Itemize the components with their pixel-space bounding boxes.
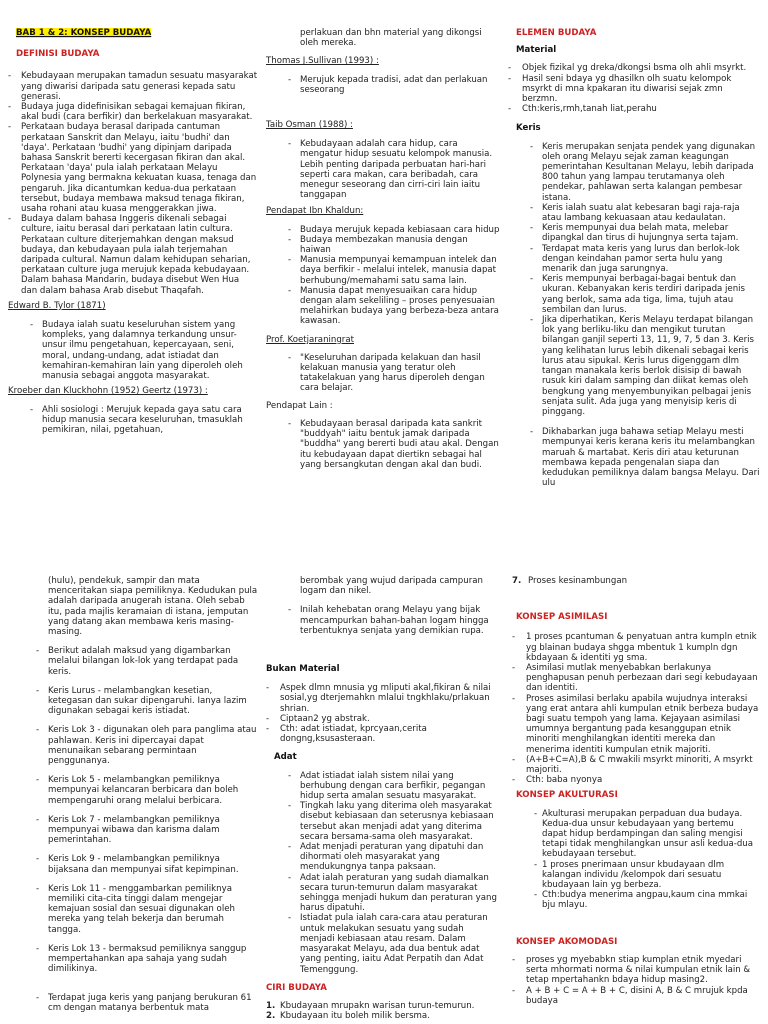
sullivan-heading: Thomas J.Sullivan (1993) : <box>266 56 379 67</box>
khaldun-heading: Pendapat Ibn Khaldun: <box>266 206 364 217</box>
ciri-item-7 <box>512 576 760 586</box>
lok-item: - Keris Lok 7 - melambangkan pemiliknya mempunyai wibawa dan karisma dalam pemerintahan. <box>14 815 258 846</box>
akulturasi-heading: KONSEP AKULTURASI <box>516 790 618 801</box>
column-1-top <box>8 28 258 435</box>
lok-item: - Keris Lurus - melambangkan kesetian, ketegasan dan sukar dipengaruhi. Ianya lazim digunakan sebagai keris istiadat. <box>14 686 258 717</box>
bukan-item: - Aspek dlmn mnusia yg mliputi akal,fikiran & nilai sosial,yg dterjemahkn mlalui tngkhlaku/prlakuan shrian. <box>266 683 501 714</box>
adat-item: - Tingkah laku yang diterima oleh masyarakat disebut kebiasaan dan seterusnya kebiasaan tersebut akan menjadi adat yang diterima secara bersama-sama oleh masyarakat. <box>266 801 501 842</box>
continuation-text: berombak yang wujud daripada campuran logam dan nikel. <box>300 576 483 597</box>
akomodasi-heading: KONSEP AKOMODASI <box>516 936 618 947</box>
material-heading: Material <box>516 45 557 56</box>
adat-item: - Istiadat pula ialah cara-cara atau peraturan untuk melakukan sesuatu yang sudah menjadi kebiasaan atau resam. Dalam masyarakat Melayu, ada dua bentuk adat yang penting, iaitu Adat Perpatih dan Adat Temenggung. <box>266 913 501 974</box>
taib-heading: Taib Osman (1988) : <box>266 120 353 131</box>
definisi-para: - Kebudayaan merupakan tamadun sesuatu masyarakat yang diwarisi daripada satu generasi kepada satu generasi. <box>8 71 258 102</box>
ciri-heading: CIRI BUDAYA <box>266 982 327 993</box>
continuation-text: (hulu), pendekuk, sampir dan mata menceritakan siapa pemiliknya. Kedudukan pula adalah daripada anugerah istana. Oleh sebab itu, pada majlis keramaian di istana, jemputan yang datang akan membawa keris masing-masing. <box>48 576 258 638</box>
ciri-item <box>266 1001 501 1011</box>
ciri-number: 2. <box>266 1011 276 1022</box>
adat-item: - Adat ialah peraturan yang sudah diamalkan secara turun-temurun dalam masyarakat sehingga menjadi hukum dan peraturan yang harus dipatuhi. <box>266 873 501 914</box>
akomodasi-item: - proses yg myebabkn stiap kumplan etnik myedari serta mhormati norma & nilai kumpulan etnik lain & tetap mpertahankn bdaya hidup masing2. <box>512 955 760 986</box>
lok-item: - Keris Lok 11 - menggambarkan pemiliknya memiliki cita-cita tinggi dalam mengejar kemajuan sosial dan sesuai digunakan oleh mereka yang telah bekerja dan berumah tangga. <box>14 884 258 935</box>
continuation-text: perlakuan dan bhn material yang dikongsi oleh mereka. <box>300 28 482 49</box>
definisi-para: - Budaya juga didefinisikan sebagai kemajuan fikiran, akal budi (cara berfikir) dan berkelakuan masyarakat. <box>8 102 258 122</box>
akulturasi-item: - Akulturasi merupakan perpaduan dua budaya. Kedua-dua unsur kebudayaan yang bertemu dapat hidup berdampingan dan saling mengisi tetapi tidak menghilangkan unsur asli kedua-dua kebudayaan tersebut. <box>512 809 760 860</box>
lok-item: - Keris Lok 5 - melambangkan pemiliknya mempunyai kelancaran berbicara dan boleh mempengaruhi orang melalui berbicara. <box>14 775 258 806</box>
column-3-bottom <box>512 576 760 1006</box>
ciri-text: Kbudayaan mrupakn warisan turun-temurun. <box>280 1000 475 1011</box>
tylor-text: - Budaya ialah suatu keseluruhan sistem yang kompleks, yang dalamnya terkandung unsur-unsur ilmu pengetahuan, kepercayaan, seni, moral, undang-undang, adat istiadat dan kemahiran-kemahiran lain yang diperoleh oleh manusia sebagai anggota masyarakat. <box>8 320 258 381</box>
lok-item: - Terdapat juga keris yang panjang berukuran 61 cm dengan matanya berbentuk mata <box>14 993 258 1013</box>
kroeber-text: - Ahli sosiologi : Merujuk kepada gaya satu cara hidup manusia secara keseluruhan, tmasuklah pemikiran, nilai, pgetahuan, <box>8 405 258 436</box>
column-2-top <box>266 28 501 470</box>
keris-heading: Keris <box>516 123 541 134</box>
ciri-text: Kbudayaan itu boleh milik bersma. <box>280 1011 430 1022</box>
material-item: - Objek fizikal yg dreka/dkongsi bsma olh ahli msyrkt. <box>508 63 760 73</box>
material-item: - Cth:keris,rmh,tanah liat,perahu <box>508 104 760 114</box>
keris-item: - Keris mempunyai berbagai-bagai bentuk dan ukuran. Kebanyakan keris terdiri daripada jenis yang berlok, sama ada tiga, lima, tujuh atau sembilan dan lurus. <box>508 274 760 315</box>
keris-item: - Jika diperhatikan, Keris Melayu terdapat bilangan lok yang berliku-liku dan mengikut turutan bilangan ganjil seperti 13, 11, 9, 7, 5 dan 3. Keris yang kelihatan lurus lebih dikenali sebagai keris lurus atau sipukal. Keris lurus digenggam dlm tangan manakala keris berlok disisip di bawah rusuk kiri dalam samping dan diikat kemas oleh bengkung yang menyembunyikan pelbagai jenis senjata sulit. Ada juga yang menyisip keris di pinggang. <box>508 315 760 417</box>
bukan-item: - Ciptaan2 yg abstrak. <box>266 714 501 724</box>
definisi-para: - Budaya dalam bahasa Inggeris dikenali sebagai culture, iaitu berasal dari perkataan latin cultura. Perkataan culture diterjemahkan dengan maksud budaya, dan kebudayaan pula ialah terjemahan daripada cultural. Namun dalam kehidupan seharian, perkataan culture juga merujuk kepada kebudayaan. Dalam bahasa Mandarin, budaya disebut Wen Hua dan dalam bahasa Arab disebut Thaqafah. <box>8 214 258 296</box>
akomodasi-item: - A + B + C = A + B + C, disini A, B & C mrujuk kpda budaya <box>512 986 760 1006</box>
definisi-para: - Perkataan budaya berasal daripada cantuman perkataan Sanskrit dan Melayu, iaitu 'budhi' dan 'daya'. Perkataan 'budhi' yang dipinjam daripada bahasa Sanskrit bererti kecergasan fikiran dan akal. Perkataan 'daya' pula ialah perkataan Melayu Polynesia yang bermakna kekuatan kuasa, tenaga dan pengaruh. Jika dicantumkan kedua-dua perkataan tersebut, budaya membawa maksud tenaga fikiran, usaha rohani atau kuasa menggerakkan jiwa. <box>8 122 258 214</box>
column-3-top <box>508 28 760 488</box>
koet-text: - "Keseluruhan daripada kelakuan dan hasil kelakuan manusia yang teratur oleh tatakelakuan yang harus diperoleh dengan cara belajar. <box>266 353 501 394</box>
lok-item: - Keris Lok 3 - digunakan oleh para panglima atau pahlawan. Keris ini dipercayai dapat menunaikan sebarang permintaan penggunanya. <box>14 725 258 766</box>
asimilasi-heading: KONSEP ASIMILASI <box>516 612 608 623</box>
lain-heading: Pendapat Lain : <box>266 400 333 411</box>
material-item: - Hasil seni bdaya yg dhasilkn olh suatu kelompok msyrkt di mna kpakaran itu diwarisi sejak zmn berzmn. <box>508 74 760 105</box>
akulturasi-item: - 1 proses pnerimaan unsur kbudayaan dlm kalangan individu /kelompok dari sesuatu kbudayaan lain yg berbeza. <box>512 860 760 891</box>
inilah-text: - Inilah kehebatan orang Melayu yang bijak mencampurkan bahan-bahan logam hingga terbentuknya senjata yang demikian rupa. <box>266 605 501 636</box>
definisi-heading: DEFINISI BUDAYA <box>16 49 100 60</box>
keris-item: - Terdapat mata keris yang lurus dan berlok-lok dengan keindahan pamor serta hulu yang menarik dan juga sarungnya. <box>508 244 760 275</box>
akulturasi-item: - Cth:budya menerima angpau,kaum cina mmkai bju mlayu. <box>512 890 760 910</box>
khaldun-item: - Budaya merujuk kepada kebiasaan cara hidup <box>266 225 501 235</box>
bukan-item: - Cth: adat istiadat, kprcyaan,cerita dongng,ksusasteraan. <box>266 724 501 744</box>
asimilasi-item: - 1 proses pcantuman & penyatuan antra kumpln etnik yg blainan budaya shgga mbentuk 1 kumpln dgn kbdayaan & identiti yg sma. <box>512 632 760 663</box>
column-2-bottom <box>266 576 501 1021</box>
keris-item: - Dikhabarkan juga bahawa setiap Melayu mesti mempunyai keris kerana keris itu melambangkan maruah & martabat. Keris diri atau keturunan membawa kepada pengenalan siapa dan kedudukan pemiliknya dalam bangsa Melayu. Dari ulu <box>508 427 760 488</box>
asimilasi-item: - Cth: baba nyonya <box>512 775 760 785</box>
khaldun-item: - Manusia dapat menyesuaikan cara hidup dengan alam sekeliling – proses penyesuaian melahirkan budaya yang berbeza-beza antara kawasan. <box>266 286 501 327</box>
ciri-number: 7. <box>512 576 522 586</box>
lok-item: - Keris Lok 9 - melambangkan pemiliknya bijaksana dan mempunyai sifat kepimpinan. <box>14 854 258 874</box>
kroeber-heading: Kroeber dan Kluckhohn (1952) Geertz (1973) : <box>8 386 208 397</box>
lain-text: - Kebudayaan berasal daripada kata sankrit "buddyah" iaitu bentuk jamak daripada "buddha" yang bererti budi atau akal. Dengan itu kebudayaan dapat diertikn sebagai hal yang bersangkutan dengan akal dan budi. <box>266 419 501 470</box>
page-title: BAB 1 & 2: KONSEP BUDAYA <box>16 28 152 38</box>
keris-item: - Keris merupakan senjata pendek yang digunakan oleh orang Melayu sejak zaman keagungan pemerintahan Kesultanan Melayu, lebih daripada 800 tahun yang lampau terutamanya oleh pendekar, pahlawan serta kalangan pembesar istana. <box>508 142 760 203</box>
lok-item: - Keris Lok 13 - bermaksud pemiliknya sanggup mempertahankan apa sahaja yang sudah dimilikinya. <box>14 944 258 975</box>
asimilasi-item: - Asimilasi mutlak menyebabkan berlakunya penghapusan penuh perbezaan dari segi kebudayaan dan identiti. <box>512 663 760 694</box>
adat-item: - Adat menjadi peraturan yang dipatuhi dan dihormati oleh masyarakat yang mendukungnya tanpa paksaan. <box>266 842 501 873</box>
taib-text: - Kebudayaan adalah cara hidup, cara mengatur hidup sesuatu kelompok manusia. Lebih penting daripada perbuatan hari-hari seperti cara makan, cara beribadah, cara menegur seseorang dan cirri-ciri lain iaitu tanggapan <box>266 139 501 200</box>
keris-item: - Keris mempunyai dua belah mata, melebar dipangkal dan tirus di hujungnya serta tajam. <box>508 223 760 243</box>
adat-item: - Adat istiadat ialah sistem nilai yang berhubung dengan cara berfikir, pegangan hidup serta amalan sesuatu masyarakat. <box>266 771 501 802</box>
khaldun-item: - Manusia mempunyai kemampuan intelek dan daya berfikir - melalui intelek, manusia dapat berhubung/memahami satu sama lain. <box>266 255 501 286</box>
ciri-text: Proses kesinambungan <box>528 576 628 586</box>
ciri-number: 1. <box>266 1000 276 1011</box>
ciri-item <box>266 1011 501 1021</box>
asimilasi-item: - Proses asimilasi berlaku apabila wujudnya interaksi yang erat antara ahli kumpulan etnik berbeza budaya bagi suatu tempoh yang lama. Kejayaan asimilasi umumnya bergantung pada kesanggupan etnik minoriti menghilangkan identiti mereka dan menerima identiti kumpulan etnik majoriti. <box>512 694 760 755</box>
adat-heading: Adat <box>274 752 297 763</box>
lok-item: - Berikut adalah maksud yang digambarkan melalui bilangan lok-lok yang terdapat pada keris. <box>14 646 258 677</box>
bukan-material-heading: Bukan Material <box>266 664 340 675</box>
keris-item: - Keris ialah suatu alat kebesaran bagi raja-raja atau lambang kekuasaan atau kedaulatan. <box>508 203 760 223</box>
tylor-heading: Edward B. Tylor (1871) <box>8 300 106 311</box>
column-1-bottom <box>14 576 258 1013</box>
elemen-heading: ELEMEN BUDAYA <box>516 28 597 38</box>
sullivan-text: - Merujuk kepada tradisi, adat dan perlakuan seseorang <box>266 75 501 95</box>
asimilasi-item: - (A+B+C=A),B & C mwakili msyrkt minoriti, A msyrkt majoriti. <box>512 755 760 775</box>
koet-heading: Prof. Koetjaraningrat <box>266 334 354 345</box>
khaldun-item: - Budaya membezakan manusia dengan haiwan <box>266 235 501 255</box>
